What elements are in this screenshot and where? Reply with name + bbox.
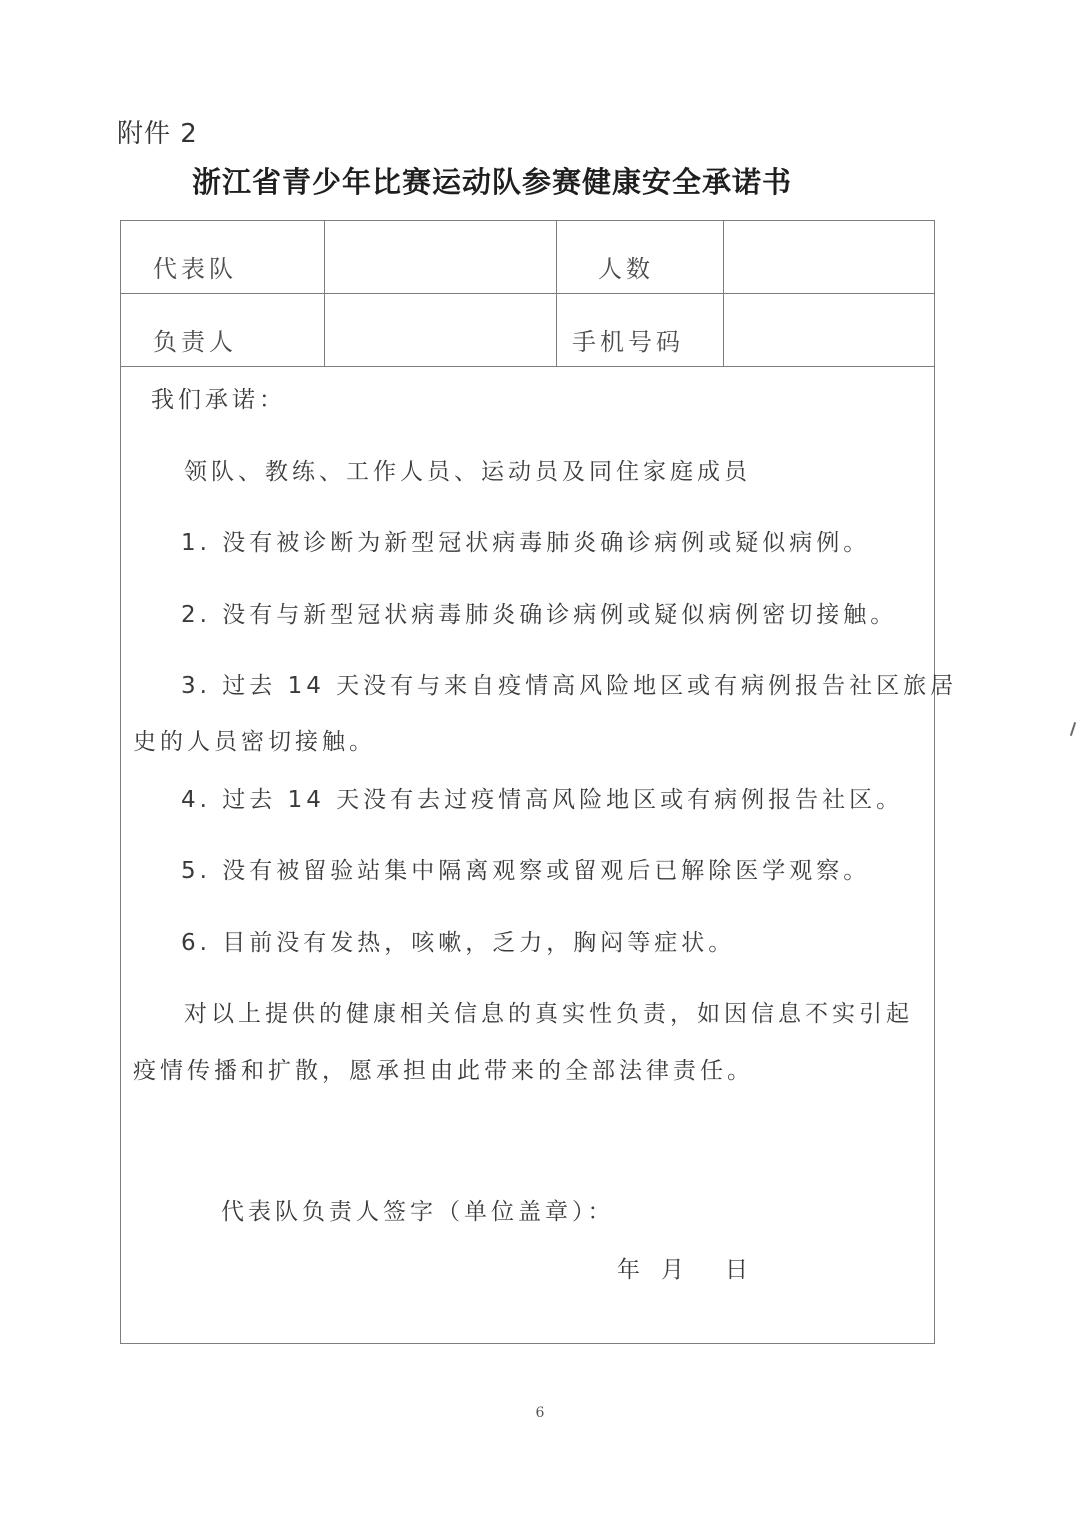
team-label: 代表队 [153,255,237,283]
phone-field[interactable] [739,322,919,352]
table-divider-col-1 [324,221,325,367]
phone-label: 手机号码 [572,328,684,356]
signature-label: 代表队负责人签字（单位盖章）： [221,1199,615,1225]
pledge-item-5: 5. 没有被留验站集中隔离观察或留观后已解除医学观察。 [181,858,871,884]
team-field[interactable] [341,249,541,279]
pledge-item-2: 2. 没有与新型冠状病毒肺炎确诊病例或疑似病例密切接触。 [181,602,898,628]
scan-artifact [1070,722,1076,736]
document-title: 浙江省青少年比赛运动队参赛健康安全承诺书 [192,165,793,199]
leader-field[interactable] [341,322,541,352]
pledge-item-4: 4. 过去 14 天没有去过疫情高风险地区或有病例报告社区。 [181,787,904,813]
leader-label: 负责人 [153,328,237,356]
page-number: 6 [535,1405,545,1421]
count-label: 人数 [598,255,654,283]
responsibility-line-1: 对以上提供的健康相关信息的真实性负责，如因信息不实引起 [184,1001,913,1027]
table-divider-row-2 [121,366,934,367]
table-divider-col-3 [723,221,724,367]
date-day: 日 [725,1257,748,1283]
pledge-item-1: 1. 没有被诊断为新型冠状病毒肺炎确诊病例或疑似病例。 [181,530,871,556]
pledge-item-3: 3. 过去 14 天没有与来自疫情高风险地区或有病例报告社区旅居 [181,673,958,699]
pledge-item-3-continued: 史的人员密切接触。 [133,729,376,755]
count-field[interactable] [739,249,919,279]
pledge-intro: 我们承诺： [151,387,286,413]
date-month: 月 [661,1257,684,1283]
pledge-subjects: 领队、教练、工作人员、运动员及同住家庭成员 [184,459,751,485]
responsibility-line-2: 疫情传播和扩散，愿承担由此带来的全部法律责任。 [133,1058,754,1084]
attachment-label: 附件 2 [117,119,198,149]
pledge-item-6: 6. 目前没有发热，咳嗽，乏力，胸闷等症状。 [181,930,736,956]
pledge-form [120,220,958,1344]
table-divider-row-1 [121,293,934,294]
table-divider-col-2 [556,221,557,367]
date-year: 年 [617,1257,640,1283]
